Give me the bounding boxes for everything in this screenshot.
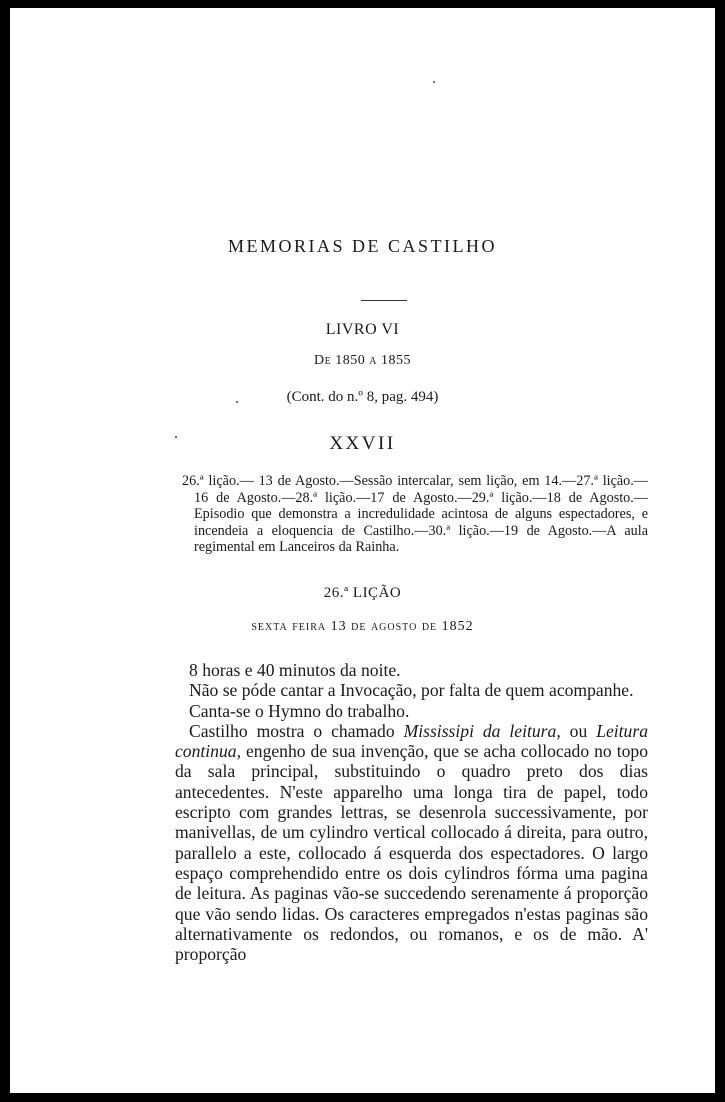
title-divider — [361, 300, 407, 301]
body-text — [175, 660, 648, 964]
lesson-heading: 26.ª LIÇÃO — [323, 585, 402, 601]
period-subtitle: De 1850 a 1855 — [314, 353, 411, 368]
text-run: engenho de sua invenção, que se acha collocado no topo da sala principal, substituindo o quadro preto dos dias antecedentes. N'este apparelho uma longa tira de papel, todo escripto com grandes lettras, se desenrola successivamente, por manivellas, de um cylindro vertical collocado á direita, para outro, parallelo a este, collocado á esquerda dos espectadores. O largo espaço comprehendido entre os dois cylindros fórma uma pagina de leitura. As paginas vão-se succedendo serenamente á proporção que vão sendo lidas. Os caracteres empregados n'estas paginas são alternativamente os redondos, ou romanos, e os de mão. A' proporção — [175, 741, 648, 965]
italic-term: Leitura continua, — [175, 720, 648, 762]
chapter-number: XXVII — [329, 433, 396, 454]
page-title: MEMORIAS DE CASTILHO — [227, 236, 497, 256]
text-run: Castilho mostra o chamado — [189, 720, 404, 741]
lesson-date: sexta feira 13 de agosto de 1852 — [251, 619, 474, 634]
continuation-note: (Cont. do n.º 8, pag. 494) — [286, 389, 439, 405]
book-heading: LIVRO VI — [325, 321, 400, 338]
paragraph: Não se póde cantar a Invocação, por falta de quem acompanhe. — [189, 680, 634, 701]
paragraph: Canta-se o Hymno do trabalho. — [189, 700, 410, 721]
chapter-summary: 26.ª lição.— 13 de Agosto.—Sessão intercalar, sem lição, em 14.—27.ª lição.—16 de Agosto.—28.ª lição.—17 de Agosto.—29.ª lição.—18 de Agosto.—Episodio que demonstra a incredulidade acintosa de alguns espectadores, e incendeia a eloquencia de Castilho.—30.ª lição.—19 de Agosto.—A aula regimental em Lanceiros da Rainha. — [182, 473, 648, 555]
speck — [236, 401, 238, 403]
book-page — [10, 8, 715, 1093]
paragraph: 8 horas e 40 minutos da noite. — [189, 660, 401, 680]
text-run: ou — [560, 720, 597, 741]
italic-term: Mississipi da leitura, — [403, 720, 561, 741]
paragraph — [175, 721, 648, 965]
speck — [175, 436, 177, 438]
speck — [433, 81, 435, 83]
